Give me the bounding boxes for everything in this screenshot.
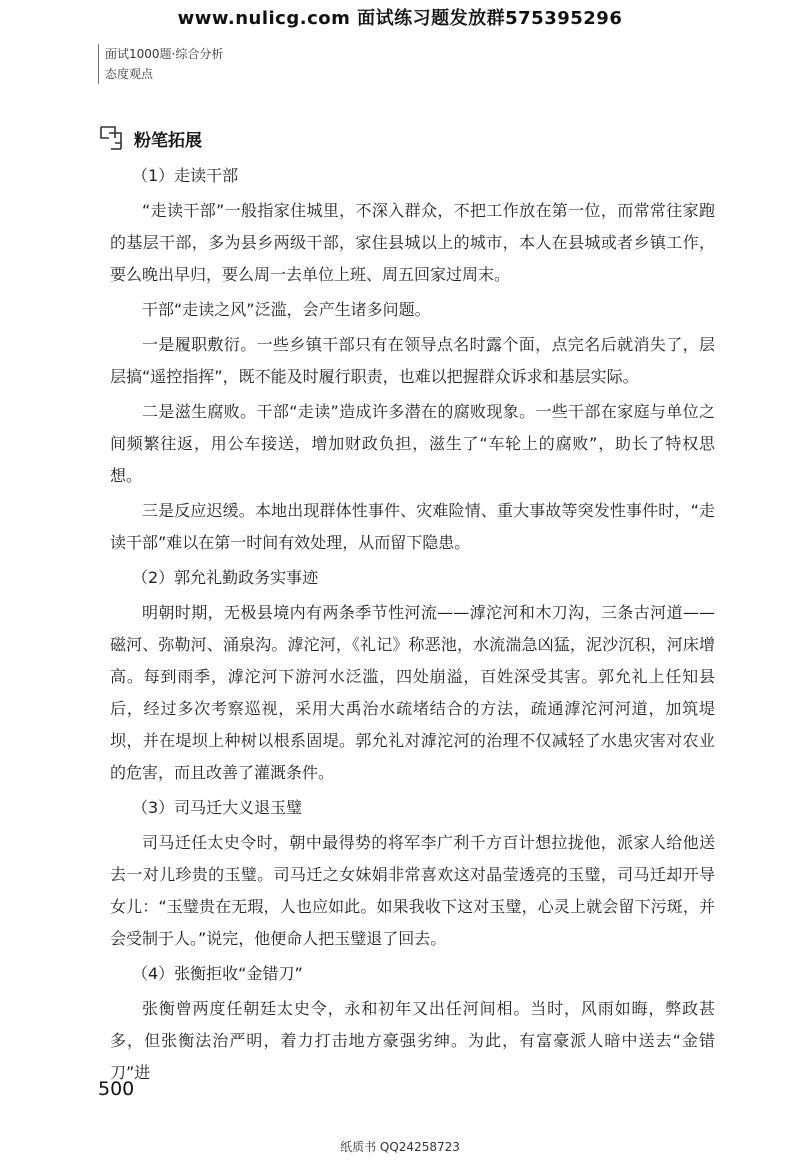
- paragraph: 张衡曾两度任朝廷太史令，永和初年又出任河间相。当时，风雨如晦，弊政甚多，但张衡法治严明，着力打击地方豪强劣绅。为此，有富豪派人暗中送去“金错刀”进: [110, 999, 715, 1082]
- book-title: 面试1000题·综合分析: [105, 47, 224, 61]
- chalk-pen-icon: [98, 124, 124, 152]
- subheading: （1）走读干部: [132, 166, 239, 185]
- paragraph: 明朝时期，无极县境内有两条季节性河流——滹沱河和木刀沟，三条古河道——磁河、弥勒河、涌泉沟。滹沱河，《礼记》称恶池，水流湍急凶猛，泥沙沉积，河床增高。每到雨季，滹沱河下游河水泛滥，四处崩溢，百姓深受其害。郭允礼上任知县后，经过多次考察巡视，采用大禹治水疏堵结合的方法，疏通滹沱河河道，加筑堤坝，并在堤坝上种树以根系固堤。郭允礼对滹沱河的治理不仅减轻了水患灾害对农业的危害，而且改善了灌溉条件。: [110, 603, 715, 782]
- section-title: 粉笔拓展: [134, 130, 202, 151]
- paragraph: 二是滋生腐败。干部“走读”造成许多潜在的腐败现象。一些干部在家庭与单位之间频繁往返，用公车接送，增加财政负担，滋生了“车轮上的腐败”，助长了特权思想。: [110, 402, 715, 485]
- page-number: 500: [98, 1078, 135, 1100]
- section-header: [98, 124, 202, 152]
- subheading: （2）郭允礼勤政务实事迹: [132, 568, 319, 587]
- top-watermark: www.nulicg.com 面试练习题发放群575395296: [177, 8, 623, 29]
- paragraph: 三是反应迟缓。本地出现群体性事件、灾难险情、重大事故等突发性事件时，“走读干部”难以在第一时间有效处理，从而留下隐患。: [110, 501, 715, 552]
- running-head: [98, 44, 707, 84]
- subheading: （3）司马迁大义退玉璧: [132, 798, 303, 817]
- paragraph: 一是履职敷衍。一些乡镇干部只有在领导点名时露个面，点完名后就消失了，层层搞“遥控指挥”，既不能及时履行职责，也难以把握群众诉求和基层实际。: [110, 335, 715, 386]
- chapter-title: 态度观点: [105, 67, 154, 81]
- paragraph: “走读干部”一般指家住城里，不深入群众，不把工作放在第一位，而常常往家跑的基层干部，多为县乡两级干部，家住县城以上的城市，本人在县城或者乡镇工作，要么晚出早归，要么周一去单位上班、周五回家过周末。: [110, 201, 715, 284]
- paragraph: 干部“走读之风”泛滥，会产生诸多问题。: [142, 300, 431, 319]
- paragraph: 司马迁任太史令时，朝中最得势的将军李广利千方百计想拉拢他，派家人给他送去一对儿珍贵的玉璧。司马迁之女妹娟非常喜欢这对晶莹透亮的玉璧，司马迁却开导女儿：“玉璧贵在无瑕，人也应如此。如果我收下这对玉璧，心灵上就会留下污斑，并会受制于人。”说完，他便命人把玉璧退了回去。: [110, 833, 715, 948]
- subheading: （4）张衡拒收“金错刀”: [132, 964, 303, 983]
- article-body: [110, 160, 715, 1092]
- bottom-watermark: 纸质书 QQ24258723: [340, 1140, 460, 1154]
